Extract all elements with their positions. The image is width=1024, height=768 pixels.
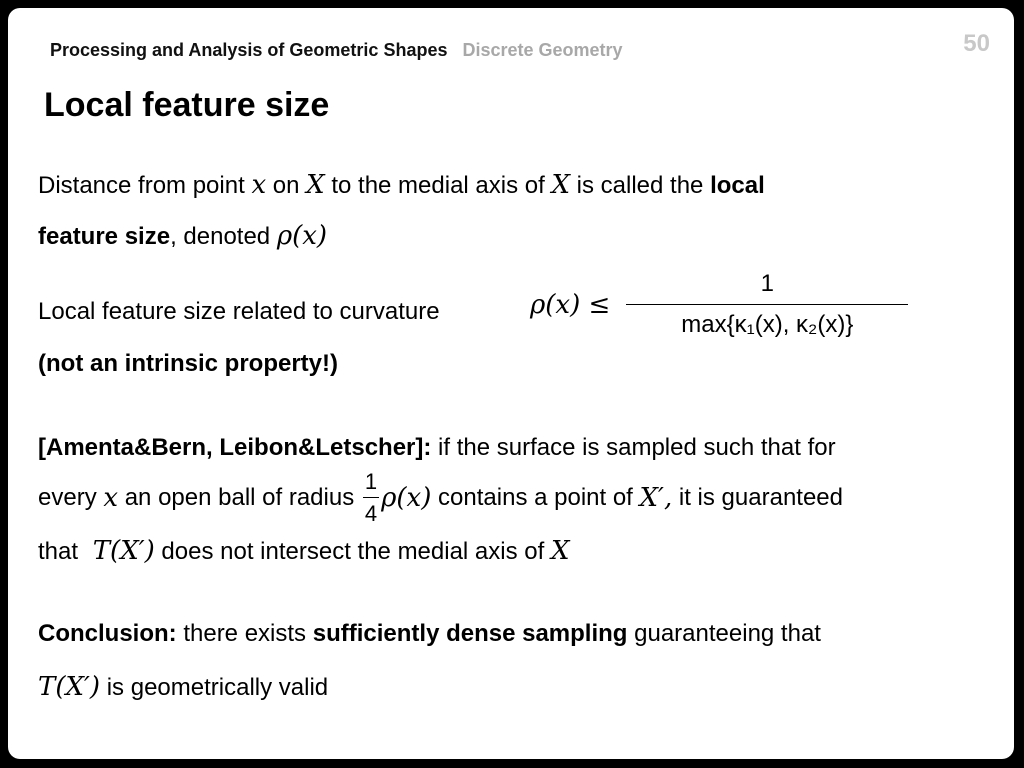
p3-line1	[38, 434, 836, 462]
math-X: X	[306, 170, 325, 200]
p4-text3: is geometrically valid	[106, 674, 329, 701]
p3-text6: that	[38, 538, 79, 565]
p2-text1: Local feature size related to curvature	[38, 298, 440, 325]
p4-text1: there exists	[183, 620, 307, 647]
fraction-denominator: 4	[364, 501, 378, 526]
slide-header	[50, 40, 623, 61]
p1-text3: to the medial axis of	[331, 172, 545, 199]
p2-line2	[38, 350, 338, 378]
page-number: 50	[963, 30, 990, 57]
p2-bold1: (not an intrinsic property!)	[38, 350, 338, 377]
p3-text7: does not intersect the medial axis of	[161, 538, 545, 565]
p1-bold2: feature size	[38, 223, 171, 250]
math-X: X	[551, 170, 570, 200]
p3-citation: [Amenta&Bern, Leibon&Letscher]:	[38, 434, 432, 461]
p1-bold1: local	[710, 172, 765, 199]
p3-text4: contains a point of	[438, 484, 633, 511]
topic-title: Discrete Geometry	[462, 40, 623, 60]
slide-title: Local feature size	[44, 86, 330, 124]
math-T-X-prime: T(X′)	[92, 536, 155, 566]
math-x: x	[103, 483, 119, 513]
p4-conclusion-label: Conclusion:	[38, 620, 177, 647]
course-title: Processing and Analysis of Geometric Shapes	[50, 40, 448, 60]
fraction-numerator: 1	[363, 469, 379, 498]
math-x: x	[251, 170, 267, 200]
p4-line1	[38, 620, 821, 648]
p3-text2: every	[38, 484, 97, 511]
formula-numerator: 1	[626, 270, 908, 305]
p1-text4: is called the	[576, 172, 704, 199]
p4-line2	[38, 672, 328, 702]
math-T-X-prime: T(X′)	[38, 672, 101, 702]
p2-line1	[38, 298, 440, 326]
p1-line1	[38, 170, 765, 200]
p1-text5: , denoted	[170, 223, 271, 250]
p3-text3: an open ball of radius	[124, 484, 355, 511]
formula-lhs: ρ(x) ≤	[530, 289, 611, 320]
math-X-prime: X′,	[639, 483, 673, 513]
math-rho-x: ρ(x)	[276, 221, 328, 251]
math-X: X	[550, 536, 570, 566]
curvature-formula	[530, 270, 908, 339]
p1-text2: on	[272, 172, 300, 199]
p3-line3	[38, 536, 569, 566]
math-rho-x: ρ(x)	[381, 483, 432, 513]
p1-text1: Distance from point	[38, 172, 245, 199]
p4-text2: guaranteeing that	[634, 620, 821, 647]
formula-denominator: max{κ₁(x), κ₂(x)}	[681, 311, 854, 338]
p3-text1: if the surface is sampled such that for	[438, 434, 836, 461]
p3-text5: it is guaranteed	[678, 484, 843, 511]
p1-line2	[38, 221, 327, 251]
p4-bold2: sufficiently dense sampling	[312, 620, 628, 647]
slide	[8, 8, 1014, 759]
formula-fraction	[626, 270, 908, 339]
p3-line2	[38, 466, 843, 530]
quarter-fraction	[363, 469, 379, 527]
